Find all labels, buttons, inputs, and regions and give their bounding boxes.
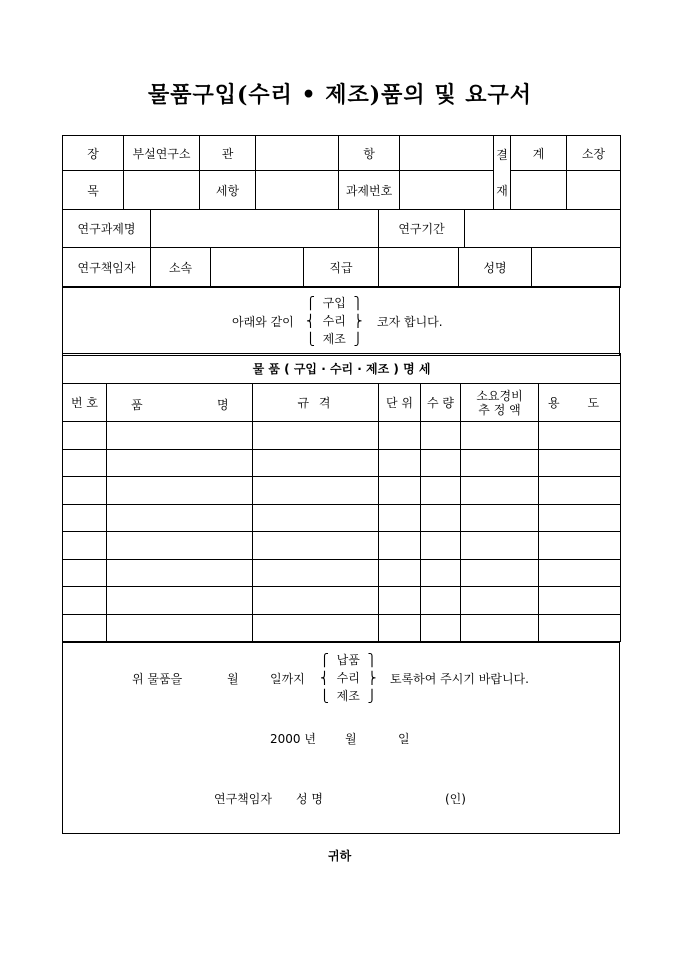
col-item-name-1: 품 <box>131 398 143 412</box>
items-section-title: 물 품 ( 구입 · 수리 · 제조 ) 명 세 <box>63 354 621 384</box>
row-number[interactable] <box>63 504 107 532</box>
approver-2-label: 소장 <box>567 136 621 171</box>
row-estimated-cost[interactable] <box>461 422 539 450</box>
col-item-name <box>107 384 253 422</box>
row-spec[interactable] <box>253 422 379 450</box>
col-usage: 용 도 <box>539 384 621 422</box>
row-estimated-cost[interactable] <box>461 559 539 587</box>
row-spec[interactable] <box>253 587 379 615</box>
row-spec[interactable] <box>253 532 379 560</box>
sehang-value[interactable] <box>256 171 339 210</box>
name-value[interactable] <box>532 248 621 288</box>
row-item-name[interactable] <box>107 587 253 615</box>
row-item-name[interactable] <box>107 449 253 477</box>
row-spec[interactable] <box>253 504 379 532</box>
affiliation-value[interactable] <box>211 248 304 288</box>
row-quantity[interactable] <box>421 559 461 587</box>
approval-label <box>494 136 511 210</box>
row-unit[interactable] <box>379 477 421 505</box>
document-title: 물품구입(수리 • 제조)품의 및 요구서 <box>147 82 533 108</box>
row-number[interactable] <box>63 532 107 560</box>
table-row <box>63 587 621 615</box>
budget-approval-table <box>62 135 621 210</box>
affiliation-label: 소속 <box>151 248 211 288</box>
gwan-label: 관 <box>200 136 256 171</box>
project-no-label: 과제번호 <box>339 171 400 210</box>
row-usage[interactable] <box>539 614 621 642</box>
project-no-value[interactable] <box>400 171 494 210</box>
table-row <box>63 477 621 505</box>
row-spec[interactable] <box>253 559 379 587</box>
row-quantity[interactable] <box>421 449 461 477</box>
row-item-name[interactable] <box>107 559 253 587</box>
approval-label-2: 재 <box>496 183 508 198</box>
approver-2-sign[interactable] <box>567 171 621 210</box>
jang-value: 부설연구소 <box>124 136 200 171</box>
approver-1-sign[interactable] <box>511 171 567 210</box>
row-estimated-cost[interactable] <box>461 614 539 642</box>
leader-label: 연구책임자 <box>63 248 151 288</box>
date-month: 월 <box>345 732 357 746</box>
position-value[interactable] <box>379 248 459 288</box>
table-row <box>63 532 621 560</box>
request-day-until: 일까지 <box>270 672 305 686</box>
row-item-name[interactable] <box>107 477 253 505</box>
row-spec[interactable] <box>253 614 379 642</box>
purpose-prefix: 아래와 같이 <box>232 315 294 329</box>
signature-name-label: 성 명 <box>296 792 323 806</box>
request-month: 월 <box>227 672 239 686</box>
row-number[interactable] <box>63 477 107 505</box>
row-number[interactable] <box>63 587 107 615</box>
jang-label: 장 <box>63 136 124 171</box>
mok-label: 목 <box>63 171 124 210</box>
request-option-1: ⎧ 납품 ⎫ <box>320 653 377 667</box>
name-label: 성명 <box>459 248 532 288</box>
row-usage[interactable] <box>539 532 621 560</box>
project-table <box>62 209 621 248</box>
row-spec[interactable] <box>253 477 379 505</box>
approver-1-label: 계 <box>511 136 567 171</box>
mok-value[interactable] <box>124 171 200 210</box>
gwan-value[interactable] <box>256 136 339 171</box>
project-name-label: 연구과제명 <box>63 210 151 248</box>
table-row <box>63 422 621 450</box>
purpose-options <box>306 294 376 348</box>
hang-value[interactable] <box>400 136 494 171</box>
row-number[interactable] <box>63 422 107 450</box>
table-row <box>63 449 621 477</box>
signature-label: 연구책임자 <box>214 792 272 806</box>
col-estimated-cost-1: 소요경비 <box>476 388 523 403</box>
row-estimated-cost[interactable] <box>461 587 539 615</box>
request-options <box>320 651 390 705</box>
row-usage[interactable] <box>539 504 621 532</box>
purpose-option-2: ⎨ 수리 ⎬ <box>306 314 363 328</box>
col-unit: 단 위 <box>379 384 421 422</box>
row-usage[interactable] <box>539 477 621 505</box>
row-item-name[interactable] <box>107 422 253 450</box>
row-estimated-cost[interactable] <box>461 477 539 505</box>
row-quantity[interactable] <box>421 587 461 615</box>
table-row <box>63 559 621 587</box>
table-row <box>63 504 621 532</box>
row-usage[interactable] <box>539 422 621 450</box>
request-prefix: 위 물품을 <box>132 672 183 686</box>
row-unit[interactable] <box>379 504 421 532</box>
row-estimated-cost[interactable] <box>461 532 539 560</box>
row-quantity[interactable] <box>421 422 461 450</box>
row-usage[interactable] <box>539 559 621 587</box>
row-quantity[interactable] <box>421 477 461 505</box>
col-quantity: 수 량 <box>421 384 461 422</box>
purpose-option-3: ⎩ 제조 ⎭ <box>306 332 363 346</box>
signature-seal[interactable]: (인) <box>445 792 466 806</box>
row-unit[interactable] <box>379 449 421 477</box>
purpose-suffix: 코자 합니다. <box>377 315 443 329</box>
approval-label-1: 결 <box>496 147 508 162</box>
row-item-name[interactable] <box>107 504 253 532</box>
col-estimated-cost-2: 추 정 액 <box>478 402 521 417</box>
row-quantity[interactable] <box>421 504 461 532</box>
addressee: 귀하 <box>328 849 352 863</box>
project-period-value[interactable] <box>465 210 621 248</box>
row-item-name[interactable] <box>107 614 253 642</box>
item-rows <box>63 422 621 642</box>
row-estimated-cost[interactable] <box>461 504 539 532</box>
date-day: 일 <box>398 732 410 746</box>
row-unit[interactable] <box>379 587 421 615</box>
col-estimated-cost <box>461 384 539 422</box>
row-number[interactable] <box>63 449 107 477</box>
row-number[interactable] <box>63 614 107 642</box>
row-number[interactable] <box>63 559 107 587</box>
project-name-value[interactable] <box>151 210 379 248</box>
hang-label: 항 <box>339 136 400 171</box>
col-item-name-2: 명 <box>217 398 229 412</box>
position-label: 직급 <box>304 248 379 288</box>
row-item-name[interactable] <box>107 532 253 560</box>
purpose-option-1: ⎧ 구입 ⎫ <box>306 296 363 310</box>
row-quantity[interactable] <box>421 532 461 560</box>
table-row <box>63 614 621 642</box>
row-usage[interactable] <box>539 449 621 477</box>
row-usage[interactable] <box>539 587 621 615</box>
row-unit[interactable] <box>379 422 421 450</box>
request-option-3: ⎩ 제조 ⎭ <box>320 689 377 703</box>
row-unit[interactable] <box>379 614 421 642</box>
col-number: 번 호 <box>63 384 107 422</box>
date-year: 2000 년 <box>270 732 316 746</box>
sehang-label: 세항 <box>200 171 256 210</box>
row-unit[interactable] <box>379 532 421 560</box>
col-spec: 규 격 <box>253 384 379 422</box>
row-unit[interactable] <box>379 559 421 587</box>
request-suffix: 토록하여 주시기 바랍니다. <box>390 672 529 686</box>
request-option-2: ⎨ 수리 ⎬ <box>320 671 377 685</box>
row-quantity[interactable] <box>421 614 461 642</box>
row-estimated-cost[interactable] <box>461 449 539 477</box>
row-spec[interactable] <box>253 449 379 477</box>
items-table <box>62 353 621 642</box>
project-period-label: 연구기간 <box>379 210 465 248</box>
leader-table <box>62 247 621 288</box>
